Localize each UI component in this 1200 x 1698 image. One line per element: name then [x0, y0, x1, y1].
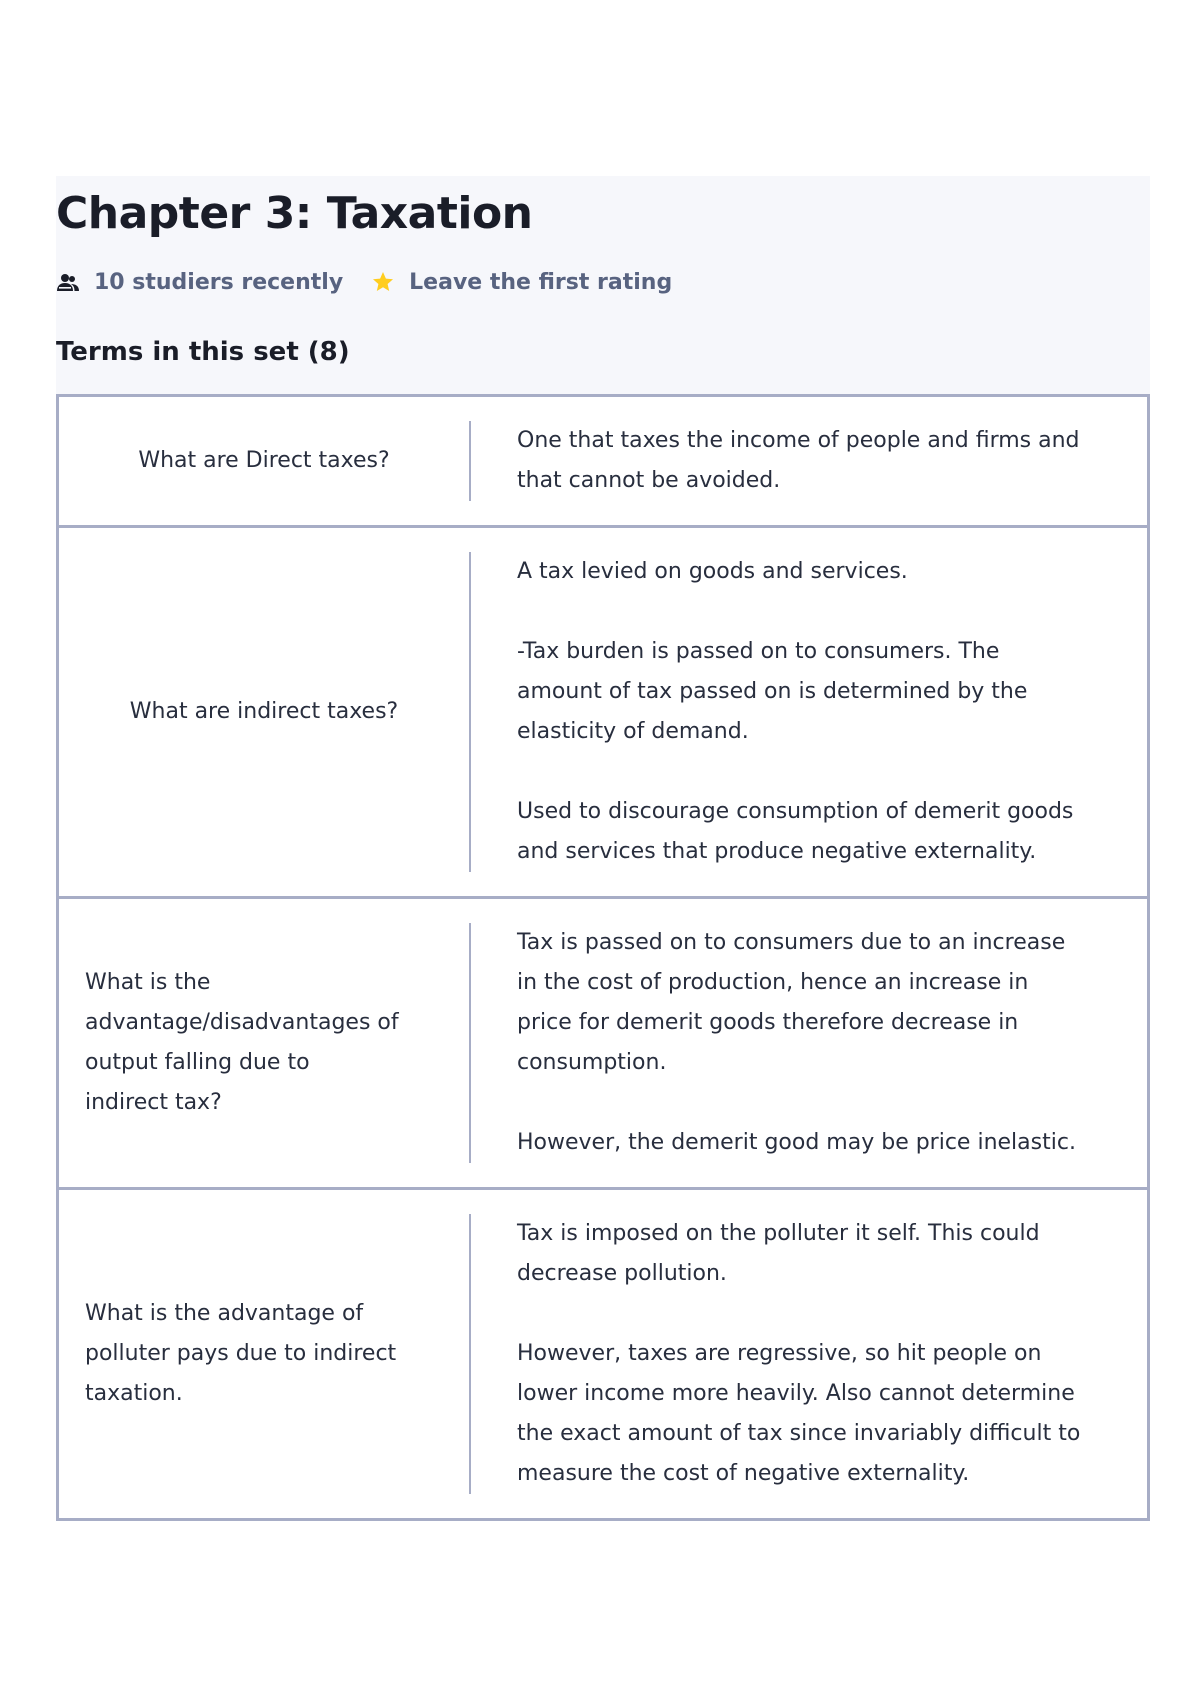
- set-meta: [56, 262, 1150, 302]
- term-text: What is the advantage of polluter pays due to indirect taxation.: [59, 1214, 471, 1494]
- definition-paragraph: Tax is passed on to consumers due to an increase in the cost of production, hence an increase in price for demerit goods therefore decrease in consumption.: [517, 930, 1066, 1075]
- definition-paragraph: Used to discourage consumption of demerit goods and services that produce negative externality.: [517, 799, 1074, 864]
- set-header: [56, 176, 1150, 394]
- definition-paragraph: Tax is imposed on the polluter it self. This could decrease pollution.: [517, 1221, 1040, 1286]
- definition-text: [471, 552, 1147, 872]
- terms-heading: Terms in this set (8): [56, 337, 350, 367]
- definition-paragraph: One that taxes the income of people and firms and that cannot be avoided.: [517, 428, 1080, 493]
- term-card: [56, 1190, 1150, 1521]
- term-card: [56, 397, 1150, 528]
- term-text: What are Direct taxes?: [59, 421, 471, 501]
- term-text: What are indirect taxes?: [59, 552, 471, 872]
- studiers-count: [56, 270, 343, 295]
- definition-text: [471, 421, 1147, 501]
- study-set-page: [56, 176, 1150, 1521]
- people-icon: [56, 270, 80, 294]
- page-title: Chapter 3: Taxation: [56, 188, 533, 239]
- definition-text: [471, 923, 1147, 1163]
- definition-paragraph: -Tax burden is passed on to consumers. The amount of tax passed on is determined by the elasticity of demand.: [517, 639, 1028, 744]
- definition-paragraph: However, taxes are regressive, so hit people on lower income more heavily. Also cannot determine the exact amount of tax since invariably difficult to measure the cost of negative externality.: [517, 1341, 1081, 1486]
- rating-link[interactable]: [371, 270, 672, 295]
- definition-text: [471, 1214, 1147, 1494]
- definition-paragraph: A tax levied on goods and services.: [517, 559, 908, 584]
- rating-label: Leave the first rating: [409, 269, 673, 295]
- definition-paragraph: However, the demerit good may be price inelastic.: [517, 1130, 1076, 1155]
- term-card: [56, 899, 1150, 1190]
- terms-list: [56, 394, 1150, 1521]
- star-icon: [371, 270, 395, 294]
- term-text: What is the advantage/disadvantages of output falling due to indirect tax?: [59, 923, 471, 1163]
- studiers-label: 10 studiers recently: [94, 269, 344, 295]
- term-card: [56, 528, 1150, 899]
